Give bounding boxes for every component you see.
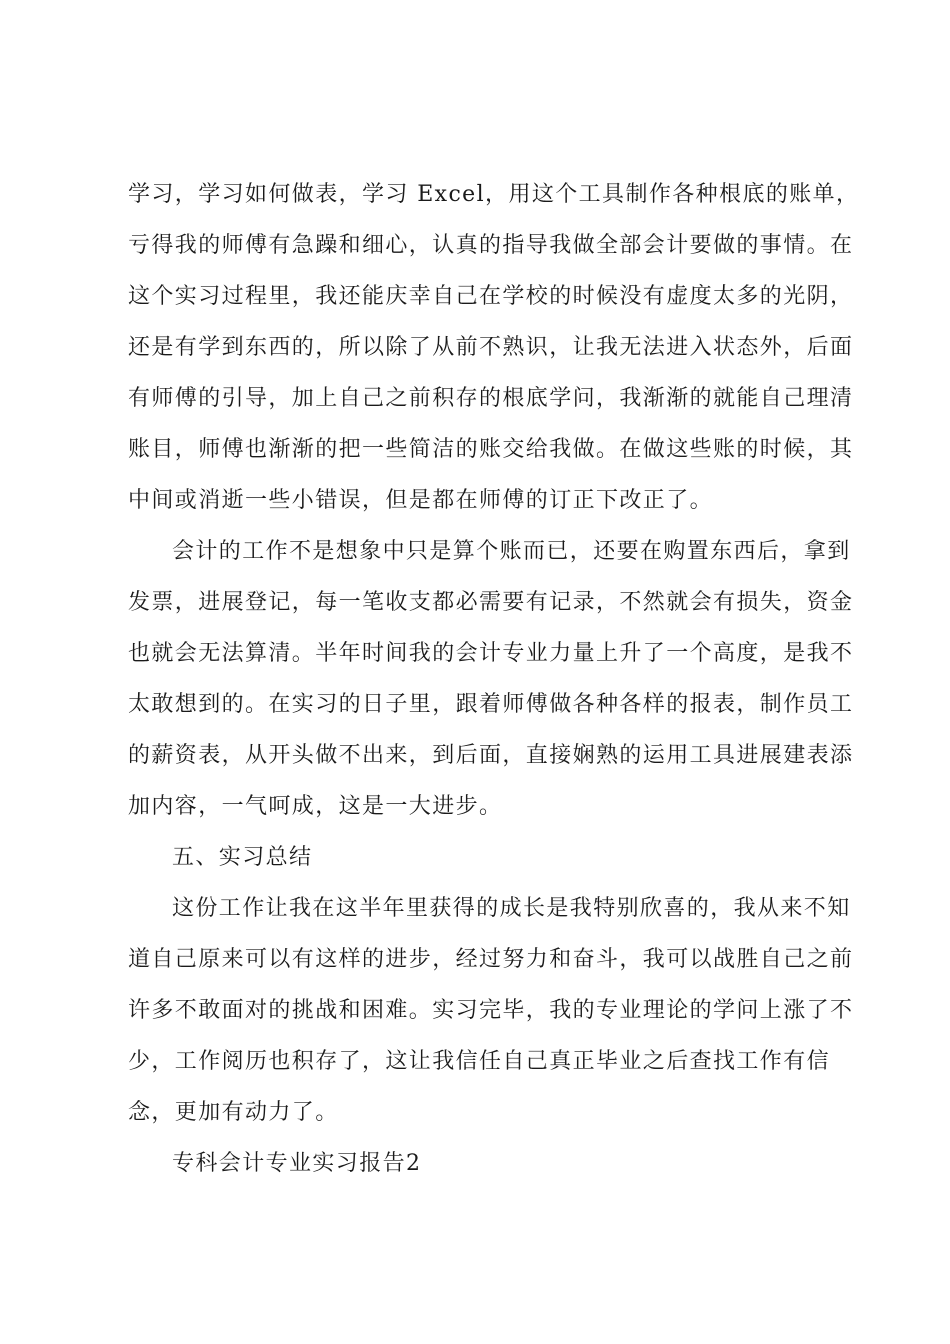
paragraph-3-line-3: 许多不敢面对的挑战和困难。实习完毕，我的专业理论的学问上涨了不 [128, 998, 854, 1023]
next-report-title: 专科会计专业实习报告2 [172, 1151, 422, 1176]
paragraph-2-line-4: 太敢想到的。在实习的日子里，跟着师傅做各种各样的报表，制作员工 [128, 692, 854, 717]
paragraph-2-line-3: 也就会无法算清。半年时间我的会计专业力量上升了一个高度，是我不 [128, 641, 854, 666]
section-heading: 五、实习总结 [172, 845, 313, 870]
paragraph-2-line-1: 会计的工作不是想象中只是算个账而已，还要在购置东西后，拿到 [172, 539, 851, 564]
paragraph-3-line-5: 念，更加有动力了。 [128, 1100, 339, 1125]
paragraph-1-line-5: 有师傅的引导，加上自己之前积存的根底学问，我渐渐的就能自己理清 [128, 386, 854, 411]
paragraph-3-line-2: 道自己原来可以有这样的进步，经过努力和奋斗，我可以战胜自己之前 [128, 947, 854, 972]
paragraph-1-line-6: 账目，师傅也渐渐的把一些简洁的账交给我做。在做这些账的时候，其 [128, 437, 854, 462]
paragraph-1-line-4: 还是有学到东西的，所以除了从前不熟识，让我无法进入状态外，后面 [128, 335, 854, 360]
paragraph-1-line-7: 中间或消逝一些小错误，但是都在师傅的订正下改正了。 [128, 488, 714, 513]
paragraph-1-line-1: 学习，学习如何做表，学习 Excel，用这个工具制作各种根底的账单， [128, 182, 860, 207]
paragraph-2-line-2: 发票，进展登记，每一笔收支都必需要有记录，不然就会有损失，资金 [128, 590, 854, 615]
paragraph-1-line-3: 这个实习过程里，我还能庆幸自己在学校的时候没有虚度太多的光阴， [128, 284, 854, 309]
paragraph-2-line-6: 加内容，一气呵成，这是一大进步。 [128, 794, 503, 819]
paragraph-2-line-5: 的薪资表，从开头做不出来，到后面，直接娴熟的运用工具进展建表添 [128, 743, 854, 768]
paragraph-3-line-4: 少，工作阅历也积存了，这让我信任自己真正毕业之后查找工作有信 [128, 1049, 831, 1074]
paragraph-1-line-2: 亏得我的师傅有急躁和细心，认真的指导我做全部会计要做的事情。在 [128, 233, 854, 258]
paragraph-3-line-1: 这份工作让我在这半年里获得的成长是我特别欣喜的，我从来不知 [172, 896, 851, 921]
